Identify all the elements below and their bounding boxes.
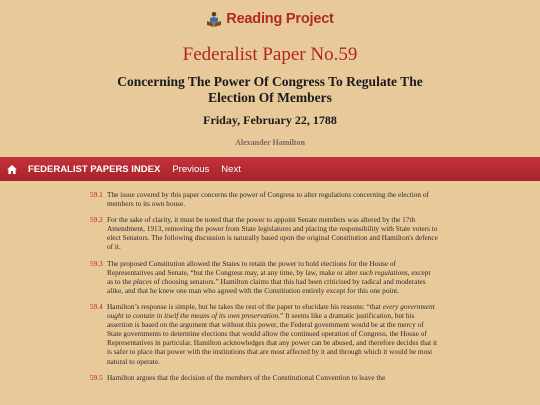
paragraph: [90, 302, 438, 366]
book-reader-icon: [206, 11, 222, 27]
paragraph-text: Hamilton’s response is simple, but he takes the rest of the paper to elucidate his reasons: “that every government ought to contain in itself the means of its own preservation.” It seems like a dramatic justification, but his assertion is based on the argument that without this power, the Federal government would be at the mercy of State governments to determine elections that would allow the continued operation of Congress, the House of Representatives in particular. Hamilton acknowledges that any power can be abused, and therefore decides that it is safer to place that power with the institutions that are most affected by it and through which it would be most natural to operate.: [107, 301, 438, 366]
paragraph-text: Hamilton argues that the decision of the members of the Constitutional Convention to leave the: [107, 372, 386, 382]
author-name: Alexander Hamilton: [235, 138, 305, 147]
site-logo[interactable]: [0, 8, 540, 30]
paragraph-number: 59.1: [90, 190, 103, 199]
main-navbar: [0, 157, 540, 181]
nav-previous-link[interactable]: Previous: [172, 163, 210, 175]
paragraph-number: 59.4: [90, 301, 103, 311]
paragraph: [90, 259, 438, 295]
paragraph-text: The proposed Constitution allowed the States to retain the power to hold elections for the House of Representatives and Senate, “but the Congress may, at any time, by law, make or alter such regulations, except as to the places of choosing senators.” Hamilton claims that this had been criticised by radical and moderates alike, and that he knew one man who agreed with the Constitution entirely except for this one point.: [107, 258, 431, 295]
paragraph-text: For the sake of clarity, it must be noted that the power to appoint Senate members was altered by the 17th Amendment, 1913, removing the power from State legislatures and placing the responsibility with State voters to elect Senators. The following discussion is naturally based upon the original Constitution and Hamilton's defence of it.: [107, 215, 438, 252]
paragraph-text: The issue covered by this paper concerns the power of Congress to alter regulations concerning the election of members to its own house.: [107, 190, 429, 209]
nav-next-link[interactable]: Next: [221, 163, 241, 175]
home-icon[interactable]: [2, 165, 22, 174]
paragraph: [90, 373, 438, 382]
paper-content: [90, 190, 438, 389]
page-title: Federalist Paper No.59: [182, 44, 358, 65]
paragraph-number: 59.3: [90, 258, 103, 268]
paragraph-number: 59.5: [90, 372, 103, 382]
paragraph: [90, 190, 438, 208]
paragraph: [90, 215, 438, 251]
page-subtitle: Concerning The Power Of Congress To Regulate The Election Of Members: [117, 74, 423, 105]
nav-federalist-index[interactable]: FEDERALIST PAPERS INDEX: [28, 163, 161, 175]
logo-text: Reading Project: [226, 11, 334, 27]
publication-date: Friday, February 22, 1788: [203, 113, 337, 127]
paragraph-number: 59.2: [90, 215, 103, 225]
